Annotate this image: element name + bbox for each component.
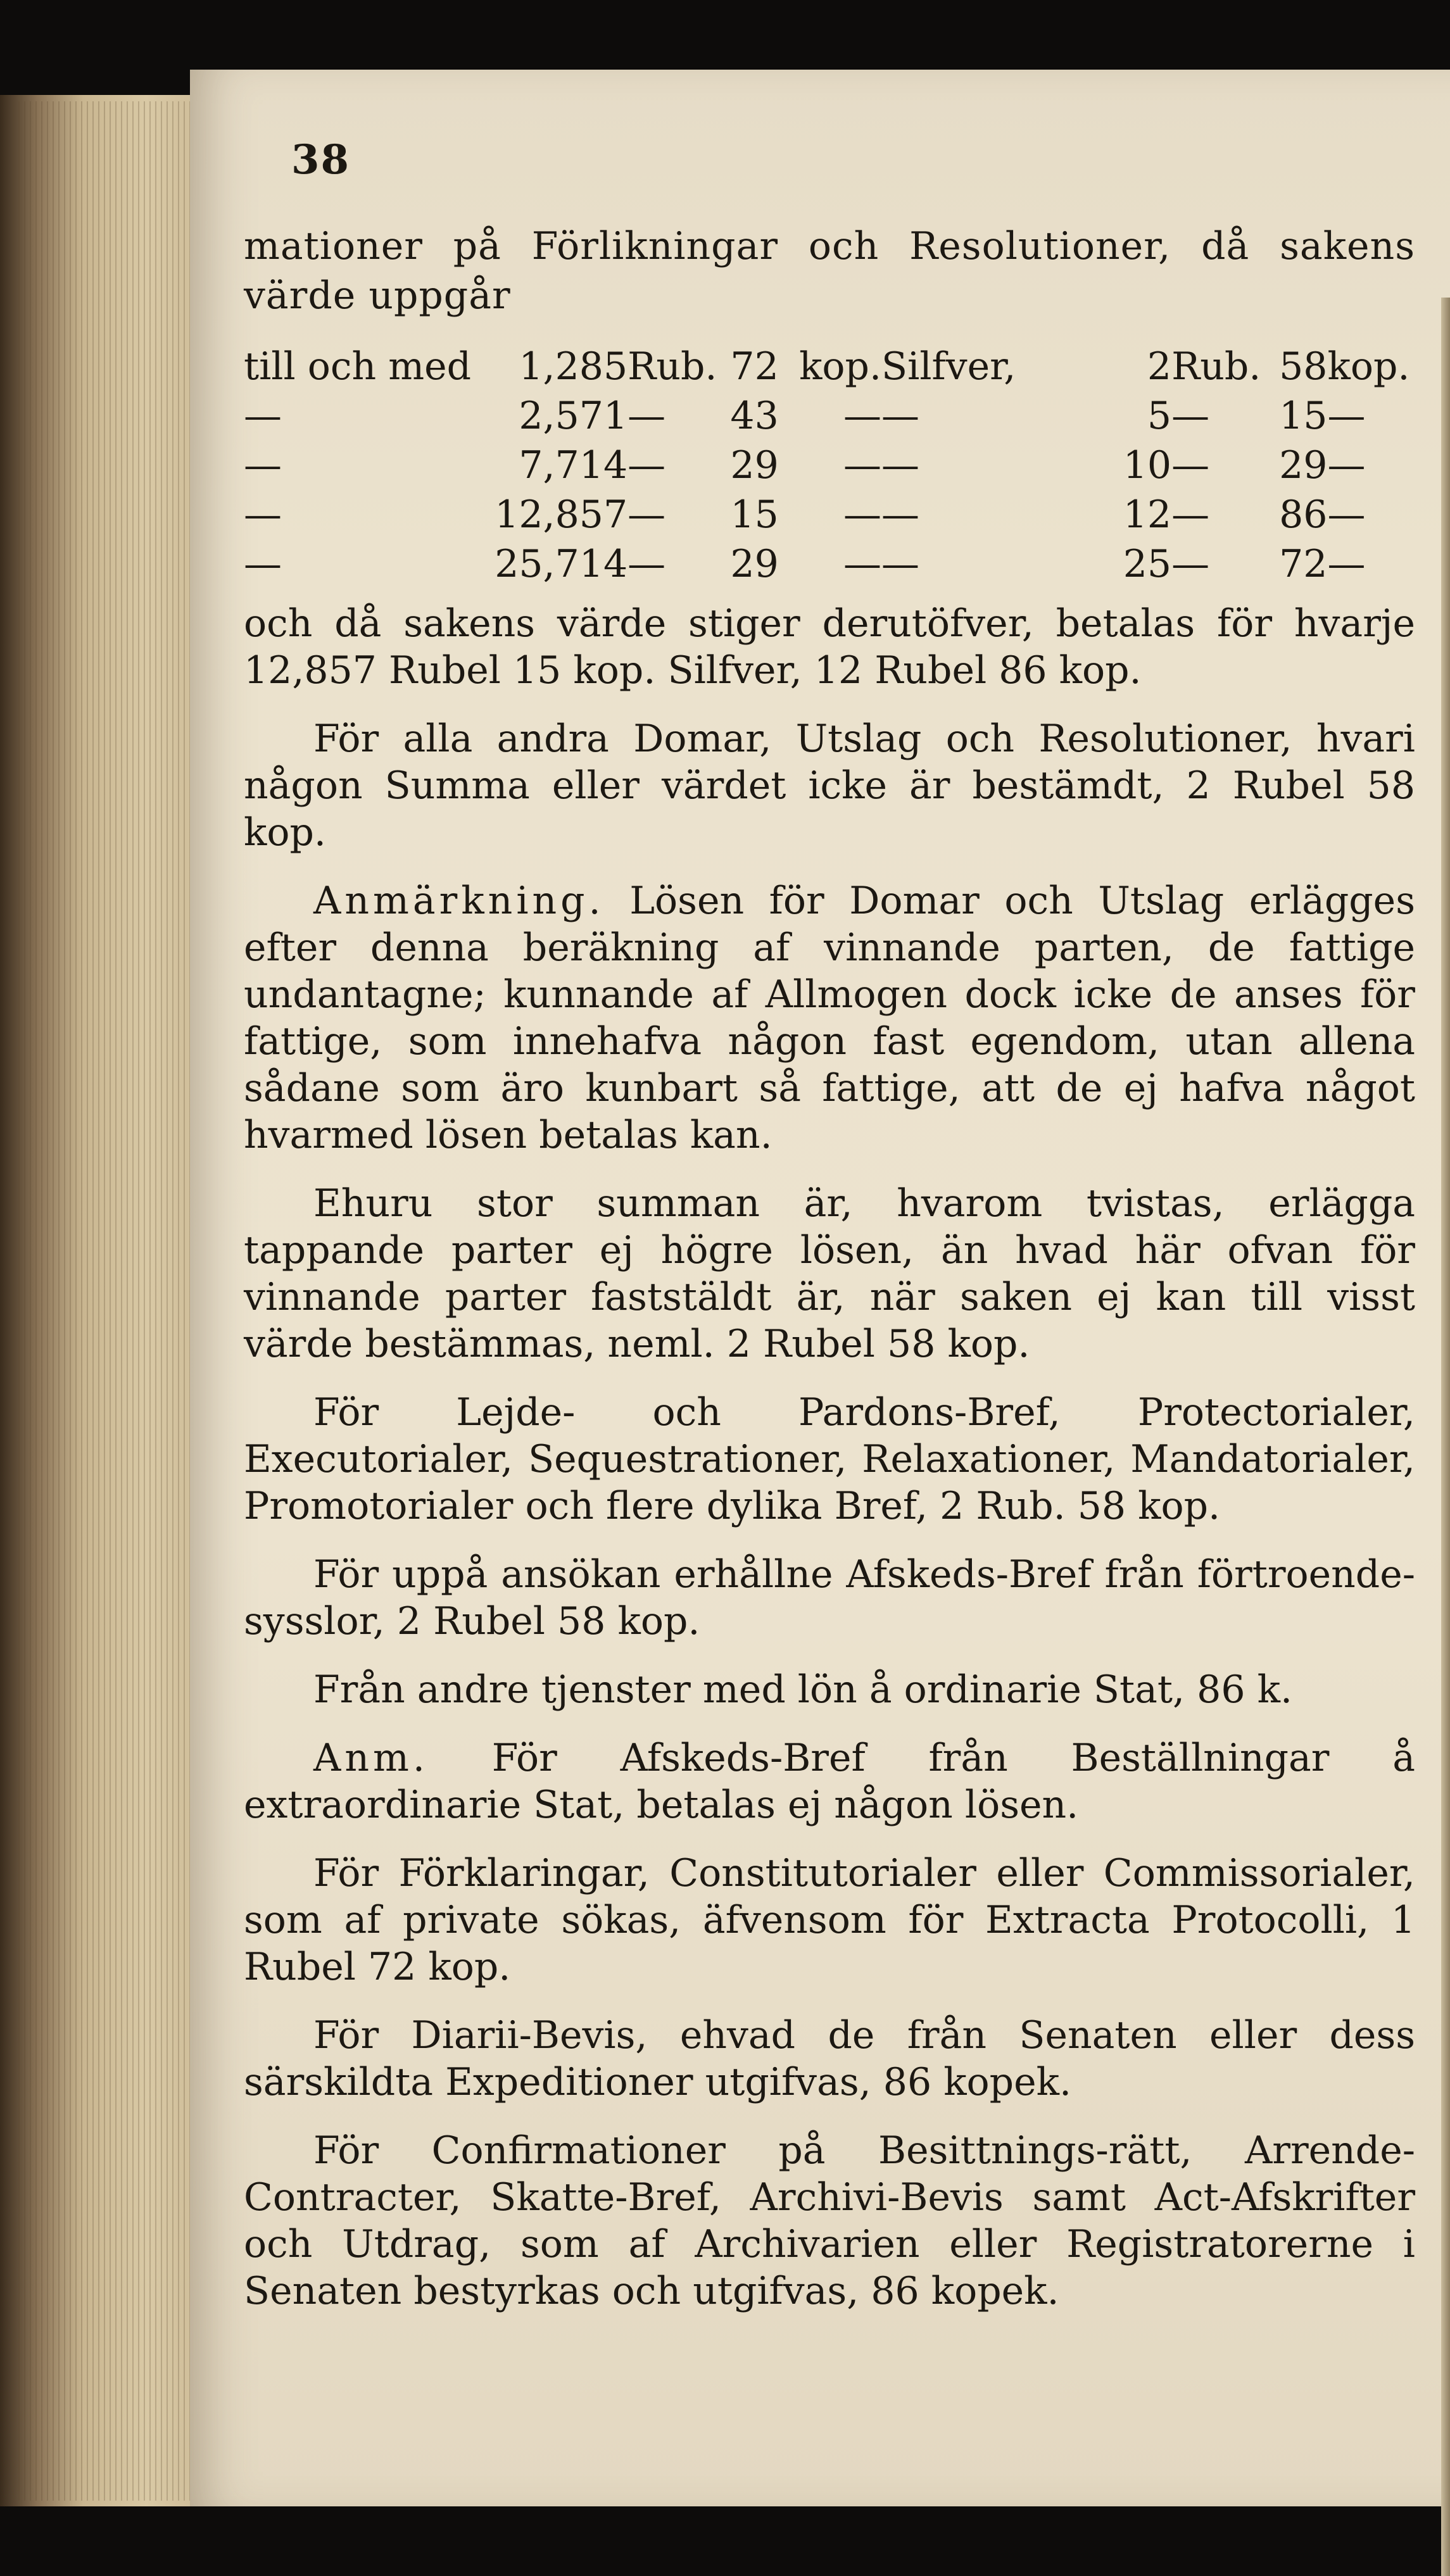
page-right-edge [1441, 298, 1450, 2576]
intro-paragraph: mationer på Förlikningar och Resolutioner, då sakens värde uppgår [244, 224, 1415, 318]
unit-cell: — [627, 493, 666, 537]
kopek-unit-cell: — [843, 443, 882, 487]
row-label: till och med [244, 344, 472, 389]
fee-rubel-unit-cell: — [1171, 493, 1210, 537]
paragraph-note [244, 877, 1415, 1159]
amount-cell: 25,714 [495, 542, 628, 586]
kopek-unit-cell: kop. [799, 344, 882, 389]
unit-cell: — [627, 394, 666, 438]
kopek-cell: 72 [730, 344, 779, 389]
fee-kopek-unit-cell: — [1327, 542, 1366, 586]
fee-rubel-cell: 2 [1147, 344, 1172, 389]
fee-table [244, 342, 1415, 589]
table-row [244, 539, 1415, 589]
table-row [244, 441, 1415, 490]
kopek-unit-cell: — [843, 394, 882, 438]
paragraph-annotation [244, 1735, 1415, 1828]
kopek-cell: 43 [730, 394, 779, 438]
table-row [244, 342, 1415, 391]
paragraph-losing-party: Ehuru stor summan är, hvarom tvistas, erlägga tappande parter ej högre lösen, än hvad här ofvan för vinnande parter faststäldt är, när saken ej kan till visst värde bestämmas, neml. 2 Rubel 58 kop. [244, 1181, 1415, 1366]
paragraph-declarations: För Förklaringar, Constitutorialer eller Commissorialer, som af private sökas, äfvensom för Extracta Protocolli, 1 Rubel 72 kop. [244, 1851, 1415, 1989]
paragraph-confirmations: För Confirmationer på Besittnings-rätt, Arrende-Contracter, Skatte-Bref, Archivi-Bevis samt Act-Afskrifter och Utdrag, som af Archivarien eller Registratorerne i Senaten bestyrkas och utgifvas, 86 kopek. [244, 2128, 1415, 2313]
page-number: 38 [291, 136, 351, 184]
currency-cell: — [881, 493, 920, 537]
annotation-body: För Afskeds-Bref från Beställningar å extraordinarie Stat, betalas ej någon lösen. [244, 1736, 1415, 1827]
row-label: — [244, 443, 282, 487]
paragraph-other-services: Från andre tjenster med lön å ordinarie Stat, 86 k. [313, 1668, 1293, 1712]
currency-cell: — [881, 542, 920, 586]
kopek-cell: 29 [730, 542, 779, 586]
fee-rubel-unit-cell: — [1171, 394, 1210, 438]
table-row [244, 391, 1415, 441]
amount-cell: 12,857 [495, 493, 628, 537]
fee-kopek-unit-cell: — [1327, 394, 1366, 438]
fee-rubel-unit-cell: — [1171, 542, 1210, 586]
fee-kopek-cell: 29 [1279, 443, 1328, 487]
fee-kopek-cell: 72 [1279, 542, 1328, 586]
fee-rubel-cell: 12 [1123, 493, 1172, 537]
fee-kopek-cell: 58 [1279, 344, 1328, 389]
paragraph-exceeding-value: och då sakens värde stiger derutöfver, betalas för hvarje 12,857 Rubel 15 kop. Silfver, 12 Rubel 86 kop. [244, 601, 1415, 693]
row-label: — [244, 493, 282, 537]
fee-rubel-cell: 25 [1123, 542, 1172, 586]
annotation-lead: Anm. [313, 1736, 429, 1780]
page-content [244, 222, 1415, 2336]
paragraph-diary-certificates: För Diarii-Bevis, ehvad de från Senaten eller dess särskildta Expeditioner utgifvas, 86 kopek. [244, 2013, 1415, 2104]
kopek-unit-cell: — [843, 493, 882, 537]
fee-rubel-unit-cell: Rub. [1171, 344, 1261, 389]
row-label: — [244, 394, 282, 438]
paragraph-dismissal-letters: För uppå ansökan erhållne Afskeds-Bref från förtroende-sysslor, 2 Rubel 58 kop. [244, 1552, 1415, 1643]
amount-cell: 2,571 [519, 394, 628, 438]
row-label: — [244, 542, 282, 586]
currency-cell: — [881, 394, 920, 438]
kopek-cell: 15 [730, 493, 779, 537]
fee-rubel-cell: 10 [1123, 443, 1172, 487]
note-lead: Anmärkning. [313, 879, 605, 923]
unit-cell: Rub. [627, 344, 717, 389]
unit-cell: — [627, 443, 666, 487]
page-stack-lines [13, 101, 203, 2501]
kopek-unit-cell: — [843, 542, 882, 586]
amount-cell: 1,285 [519, 344, 628, 389]
kopek-cell: 29 [730, 443, 779, 487]
note-body: Lösen för Domar och Utslag erlägges efter denna beräkning af vinnande parten, de fattige undantagne; kunnande af Allmogen dock icke de anses för fattige, som innehafva någon fast egendom, utan allena sådane som äro kunbart så fattige, att de ej hafva något hvarmed lösen betalas kan. [244, 879, 1415, 1157]
amount-cell: 7,714 [519, 443, 628, 487]
currency-cell: Silfver, [881, 344, 1016, 389]
fee-rubel-cell: 5 [1147, 394, 1172, 438]
fee-kopek-cell: 15 [1279, 394, 1328, 438]
fee-kopek-unit-cell: kop. [1327, 344, 1410, 389]
paragraph-other-judgments: För alla andra Domar, Utslag och Resolutioner, hvari någon Summa eller värdet icke är bestämdt, 2 Rubel 58 kop. [244, 717, 1415, 855]
fee-rubel-unit-cell: — [1171, 443, 1210, 487]
paragraph-letters: För Lejde- och Pardons-Bref, Protectorialer, Executorialer, Sequestrationer, Relaxationer, Mandatorialer, Promotorialer och flere dylika Bref, 2 Rub. 58 kop. [244, 1390, 1415, 1528]
fee-kopek-unit-cell: — [1327, 493, 1366, 537]
fee-kopek-unit-cell: — [1327, 443, 1366, 487]
unit-cell: — [627, 542, 666, 586]
fee-kopek-cell: 86 [1279, 493, 1328, 537]
currency-cell: — [881, 443, 920, 487]
table-row [244, 490, 1415, 539]
